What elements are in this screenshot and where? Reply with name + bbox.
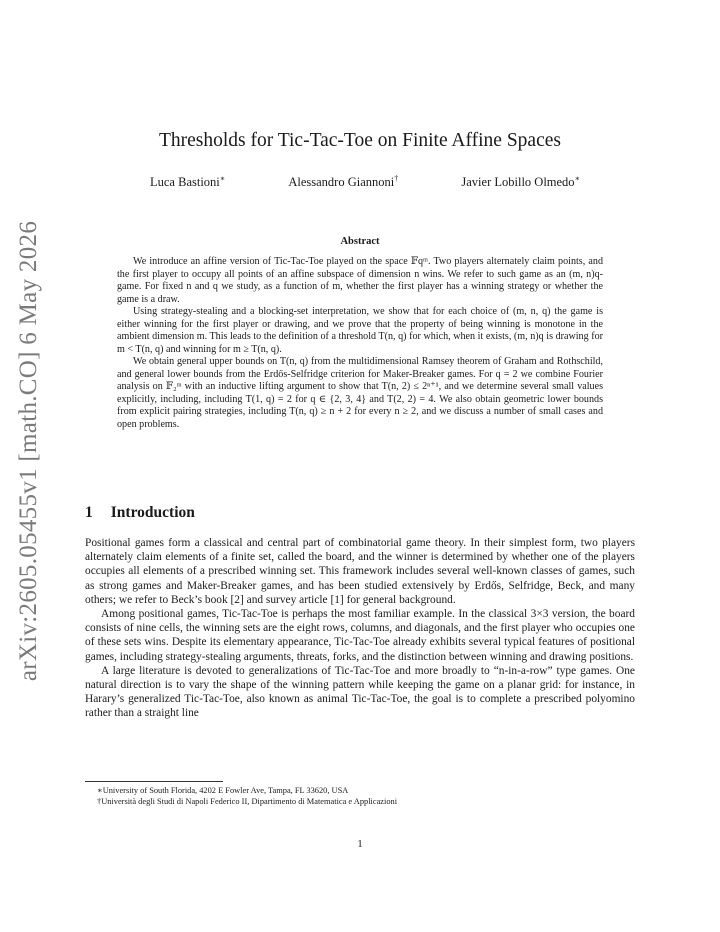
footnote-affiliation-1: ∗University of South Florida, 4202 E Fowler Ave, Tampa, FL 33620, USA bbox=[97, 786, 349, 795]
author-1-affiliation-mark: ∗ bbox=[219, 174, 226, 183]
section-number: 1 bbox=[85, 504, 93, 521]
intro-paragraph: Among positional games, Tic-Tac-Toe is perhaps the most familiar example. In the classical 3×3 version, the board consists of nine cells, the winning sets are the eight rows, columns, and diagonals, and the first player who occupies one of these sets wins. Despite its elementary appearance, Tic-Tac-Toe already exhibits several typical features of positional games, including strategy-stealing arguments, threats, forks, and the distinction between winning and drawing positions. bbox=[85, 608, 635, 663]
author-2 bbox=[288, 174, 398, 190]
abstract-paragraph: Using strategy-stealing and a blocking-set interpretation, we show that for each choice of (m, n, q) the game is either winning for the first player or drawing, and we prove that the property of being winning is monotone in the ambient dimension m. This leads to the definition of a threshold T(n, q) for which, when it exists, (m, n)q is drawing for m < T(n, q) and winning for m ≥ T(n, q). bbox=[117, 306, 603, 355]
section-heading bbox=[85, 504, 195, 522]
footnotes bbox=[85, 785, 635, 807]
author-1-name: Luca Bastioni bbox=[150, 175, 220, 190]
intro-paragraph: A large literature is devoted to generalizations of Tic-Tac-Toe and more broadly to “n-in-a-row” type games. One natural direction is to vary the shape of the winning pattern while keeping the game on a planar grid: for instance, in Harary’s generalized Tic-Tac-Toe, also known as animal Tic-Tac-Toe, the goal is to complete a prescribed polyomino rather than a straight line bbox=[85, 664, 635, 720]
abstract-body bbox=[117, 256, 603, 431]
abstract-paragraph: We obtain general upper bounds on T(n, q) from the multidimensional Ramsey theorem of Graham and Rothschild, and general lower bounds from the Erdős-Selfridge criterion for Maker-Breaker games. For q = 2 we combine Fourier analysis on 𝔽₂ᵐ with an inductive lifting argument to show that T(n, 2) ≤ 2ⁿ⁺¹, and we determine several small values explicitly, including, including T(1, q) = 2 for q ∈ {2, 3, 4} and T(2, 2) = 4. We also obtain geometric lower bounds from explicit pairing strategies, including T(n, q) ≥ n + 2 for every n ≥ 2, and we discuss a number of small cases and open problems. bbox=[117, 356, 603, 430]
author-2-name: Alessandro Giannoni bbox=[288, 175, 395, 190]
author-3-affiliation-mark: ∗ bbox=[574, 174, 580, 183]
author-list bbox=[150, 174, 580, 190]
page-number: 1 bbox=[357, 838, 363, 850]
author-3 bbox=[461, 174, 580, 190]
abstract-paragraph: We introduce an affine version of Tic-Tac-Toe played on the space 𝔽qᵐ. Two players alternately claim points, and the first player to occupy all points of an affine subspace of dimension n wins. We refer to such game as an (m, n)q-game. For fixed n and q we study, as a function of m, whether the first player has a winning strategy or whether the game is a draw. bbox=[117, 256, 603, 305]
author-3-name: Javier Lobillo Olmedo bbox=[461, 175, 575, 190]
author-1 bbox=[150, 174, 225, 190]
author-2-affiliation-mark: † bbox=[394, 174, 399, 183]
arxiv-identifier-stamp bbox=[12, 220, 46, 681]
intro-paragraph: Positional games form a classical and central part of combinatorial game theory. In their simplest form, two players alternately claim elements of a finite set, called the board, and the winner is determined by whether one of the players occupies all elements of a prescribed winning set. This framework includes several well-known classes of games, such as strong games and Maker-Breaker games, and has been studied extensively by Erdős, Selfridge, Beck, and many others; we refer to Beck’s book [2] and survey article [1] for general background. bbox=[85, 537, 635, 606]
footnote-affiliation-2: †Università degli Studi di Napoli Federico II, Dipartimento di Matematica e Applicazioni bbox=[97, 797, 398, 807]
paper-title: Thresholds for Tic-Tac-Toe on Finite Affine Spaces bbox=[158, 130, 561, 151]
arxiv-identifier-text: arXiv:2605.05455v1 [math.CO] 6 May 2026 bbox=[15, 220, 43, 681]
abstract-heading: Abstract bbox=[340, 236, 380, 247]
section-title: Introduction bbox=[110, 504, 195, 521]
footnote-divider bbox=[85, 781, 223, 782]
introduction-body bbox=[85, 536, 635, 721]
